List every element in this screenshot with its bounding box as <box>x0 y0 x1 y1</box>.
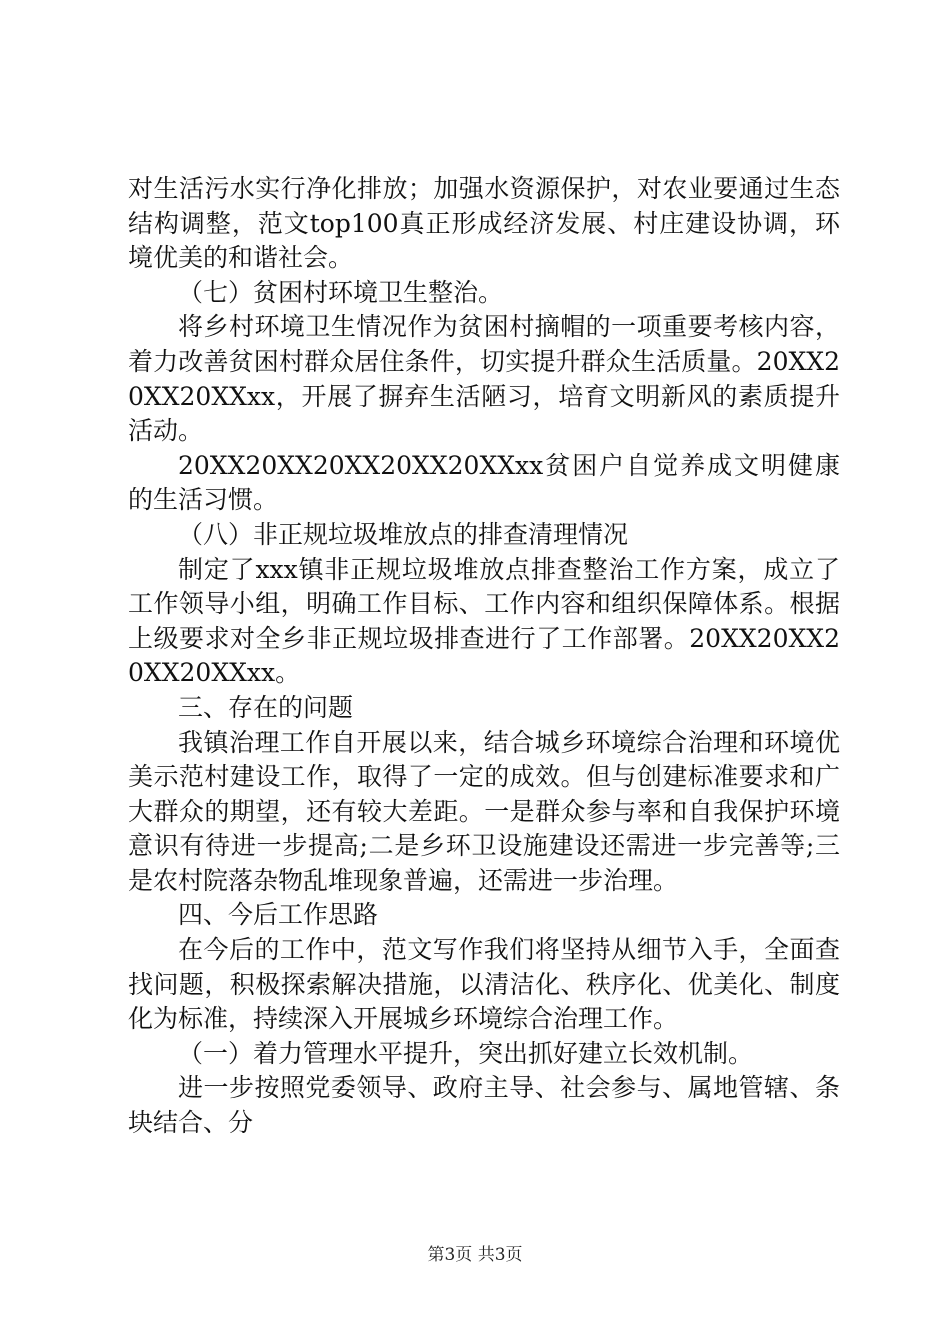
heading-garbage-cleanup: （八）非正规垃圾堆放点的排查清理情况 <box>178 519 629 549</box>
paragraph-poor-village-assessment: 将乡村环境卫生情况作为贫困村摘帽的一项重要考核内容，着力改善贫困村群众居住条件，切实提升群众生活质量。20XX20XX20XXxx，开展了摒弃生活陋习，培育文明新风的素质提升活动。 <box>128 312 840 446</box>
paragraph-future-approach: 在今后的工作中，范文写作我们将坚持从细节入手，全面查找问题，积极探索解决措施，以清洁化、秩序化、优美化、制度化为标准，持续深入开展城乡环境综合治理工作。 <box>128 935 840 1034</box>
paragraph-problems-detail: 我镇治理工作自开展以来，结合城乡环境综合治理和环境优美示范村建设工作，取得了一定的成效。但与创建标准要求和广大群众的期望，还有较大差距。一是群众参与率和自我保护环境意识有待进一步提高;二是乡环卫设施建设还需进一步完善等;三是农村院落杂物乱堆现象普遍，还需进一步治理。 <box>128 727 840 895</box>
page-footer: 第3页 共3页 <box>427 1245 523 1265</box>
paragraph-healthy-habits: 20XX20XX20XX20XX20XXxx贫困户自觉养成文明健康的生活习惯。 <box>128 450 840 515</box>
paragraph-garbage-plan: 制定了xxx镇非正规垃圾堆放点排查整治工作方案，成立了工作领导小组，明确工作目标、工作内容和组织保障体系。根据上级要求对全乡非正规垃圾排查进行了工作部署。20XX20XX20XX20XXxx。 <box>128 554 840 688</box>
document-body <box>128 172 840 1141</box>
heading-management-improvement: （一）着力管理水平提升，突出抓好建立长效机制。 <box>178 1038 754 1068</box>
paragraph-sewage-treatment: 对生活污水实行净化排放；加强水资源保护，对农业要通过生态结构调整，范文top100真正形成经济发展、村庄建设协调，环境优美的和谐社会。 <box>128 174 840 273</box>
paragraph-management-detail: 进一步按照党委领导、政府主导、社会参与、属地管辖、条块结合、分 <box>128 1073 840 1138</box>
heading-poor-village-sanitation: （七）贫困村环境卫生整治。 <box>178 277 504 307</box>
heading-future-work: 四、今后工作思路 <box>178 900 379 930</box>
heading-existing-problems: 三、存在的问题 <box>178 692 354 722</box>
